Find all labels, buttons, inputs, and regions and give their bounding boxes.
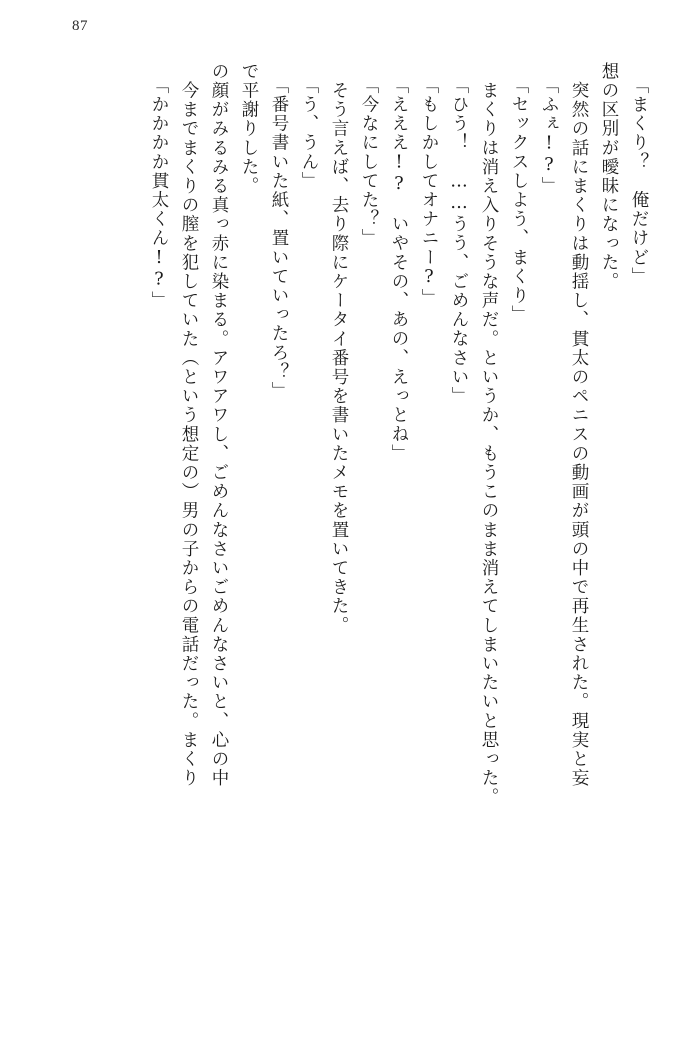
text-column: 「かかかか貫太くん!?」 — [149, 76, 169, 311]
text-column: 「セックスしよう、まくり」 — [509, 76, 529, 325]
text-column: 「ひう！ ……うう、ごめんなさい」 — [449, 76, 469, 406]
text-column: 「まくり？ 俺だけど」 — [629, 76, 649, 287]
text-column: 「えええ!? いやその、あの、えっとね」 — [389, 76, 409, 463]
text-column: 突然の話にまくりは動揺し、貫太のペニスの動画が頭の中で再生された。現実と妄 — [569, 62, 589, 788]
text-column: の顔がみるみる真っ赤に染まる。アワアワし、ごめんなさいごめんなさいと、心の中 — [209, 62, 229, 788]
text-column: 想の区別が曖昧になった。 — [599, 62, 619, 292]
text-column: 「今なにしてた？」 — [359, 76, 379, 248]
vertical-text-block — [46, 62, 647, 1012]
text-column: で平謝りした。 — [239, 62, 259, 196]
text-column: 「もしかしてオナニー?」 — [419, 76, 439, 308]
text-column: 「番号書いた紙、置いていったろ？」 — [269, 76, 289, 401]
page-number: 87 — [72, 18, 88, 34]
text-column: 今までまくりの膣を犯していた（という想定の）男の子からの電話だった。まくり — [179, 62, 199, 788]
text-column: 「ふぇ!?」 — [539, 76, 559, 196]
text-column: そう言えば、去り際にケータイ番号を書いたメモを置いてきた。 — [329, 62, 349, 635]
text-column: 「う、うん」 — [299, 76, 319, 191]
text-column: まくりは消え入りそうな声だ。というか、もうこのまま消えてしまいたいと思った。 — [479, 62, 499, 807]
